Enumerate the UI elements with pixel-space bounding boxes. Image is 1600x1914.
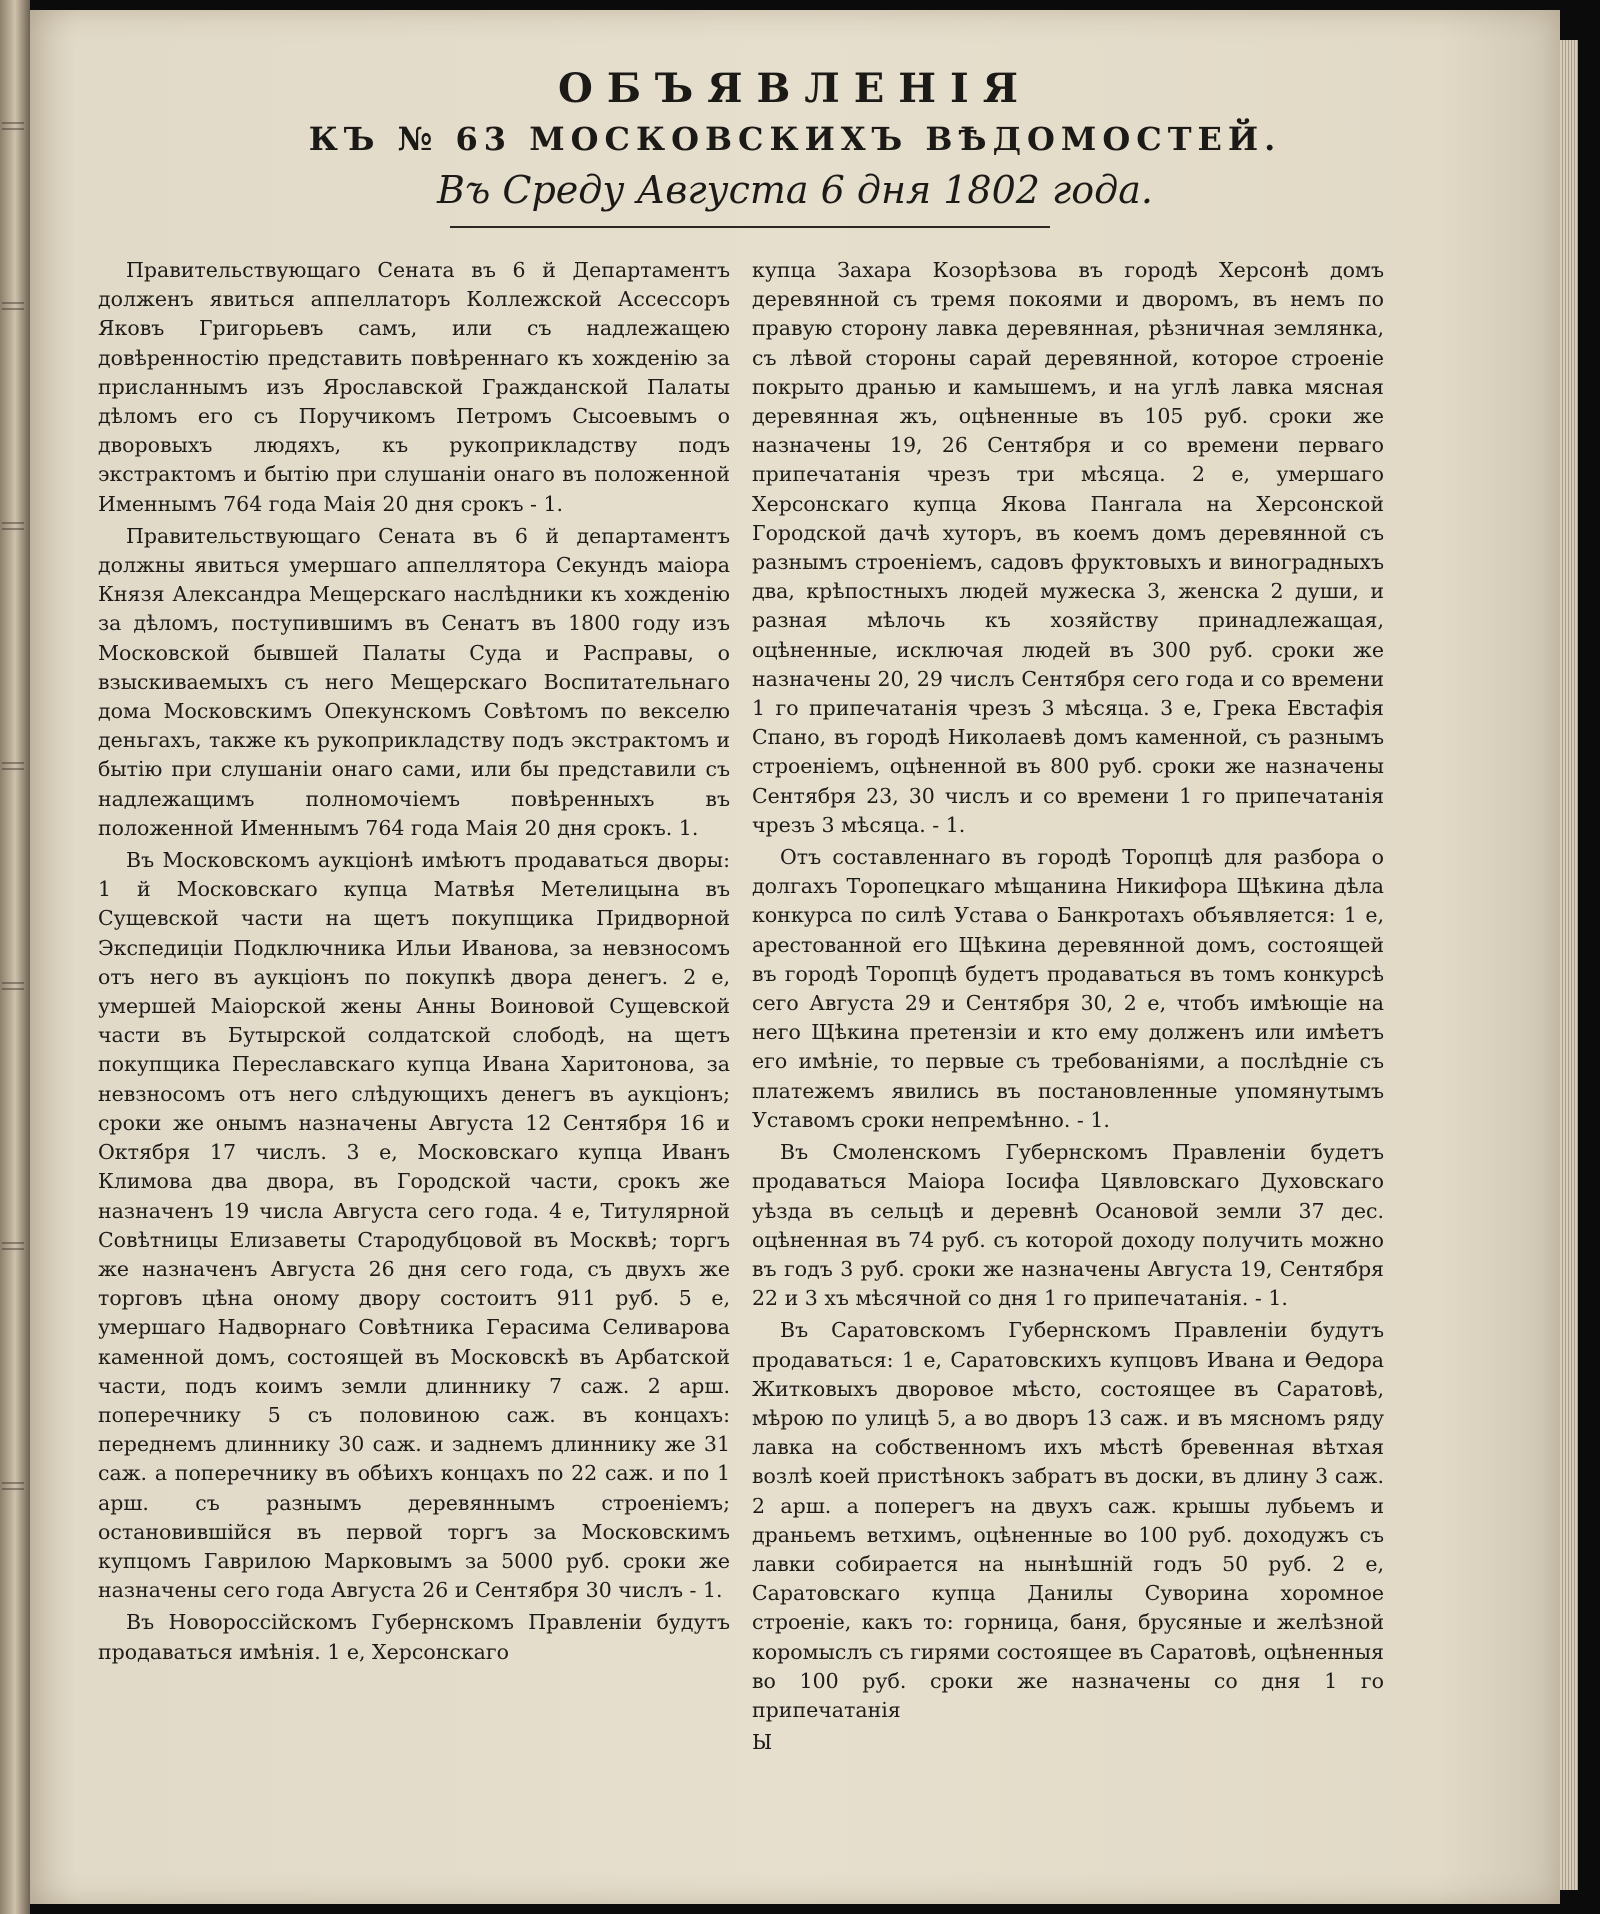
left-page-text-fragment: [2, 120, 24, 130]
left-page-edge: [0, 0, 30, 1914]
left-page-text-fragment: [2, 520, 24, 530]
left-page-text-fragment: [2, 980, 24, 990]
announcement-paragraph: Въ Саратовскомъ Губернскомъ Правленіи будутъ продаваться: 1 е, Саратовскихъ купцовъ Ивана и Ѳедора Житковыхъ дворовое мѣсто, состоящее въ Саратовѣ, мѣрою по улицѣ 5, а во дворъ 13 саж. и въ мясномъ ряду лавка на собственномъ ихъ мѣстѣ бревенная вѣтхая возлѣ коей пристѣнокъ забратъ въ доски, въ длину 3 саж. 2 арш. а поперегъ на двухъ саж. крышы лубьемъ и драньемъ ветхимъ, оцѣненные во 100 руб. доходужъ съ лавки собирается на нынѣшній годъ 50 руб. 2 е, Саратовскаго купца Данилы Суворина хоромное строеніе, какъ то: горница, баня, брусяные и желѣзной коромыслъ съ гирями состоящее въ Саратовѣ, оцѣненныя во 100 руб. сроки же назначены со дня 1 го припечатанія: [752, 1318, 1384, 1722]
newspaper-page: [30, 10, 1560, 1904]
left-page-text-fragment: [2, 760, 24, 770]
announcement-paragraph: купца Захара Козорѣзова въ городѣ Херсонѣ домъ деревянной съ тремя покоями и дворомъ, въ немъ по правую сторону лавка деревянная, рѣзничная землянка, съ лѣвой стороны сарай деревянной, которое строеніе покрыто дранью и камышемъ, и на углѣ лавка мясная деревянная жъ, оцѣненные въ 105 руб. сроки же назначены 19, 26 Сентября и со времени перваго припечатанія чрезъ три мѣсяца. 2 е, умершаго Херсонскаго купца Якова Пангала на Херсонской Городской дачѣ хуторъ, въ коемъ домъ деревянной съ разнымъ строеніемъ, садовъ фруктовыхъ и виноградныхъ два, крѣпостныхъ людей мужеска 3, женска 2 души, и разная мѣлочь къ хозяйству принадлежащая, оцѣненные, исключая людей въ 300 руб. сроки же назначены 20, 29 числъ Сентября сего года и со времени 1 го припечатанія чрезъ 3 мѣсяца. 3 е, Грека Евстафія Спано, въ городѣ Николаевѣ домъ каменной, съ разнымъ строеніемъ, оцѣненной въ 800 руб. сроки же назначены Сентября 23, 30 числъ и со времени 1 го припечатанія чрезъ 3 мѣсяца. - 1.: [752, 258, 1384, 837]
announcement-paragraph: Правительствующаго Сената въ 6 й Департаментъ долженъ явиться аппеллаторъ Коллежской Ассессоръ Яковъ Григорьевъ самъ, или съ надлежащею довѣренностію представить повѣреннаго къ хожденію за присланнымъ изъ Ярославской Гражданской Палаты дѣломъ его съ Поручикомъ Петромъ Сысоевымъ о дворовыхъ людяхъ, къ рукоприкладству подъ экстрактомъ и бытію при слушаніи онаго въ положенной Именнымъ 764 года Маія 20 дня срокъ - 1.: [98, 258, 730, 516]
page-title: ОБЪЯВЛЕНІЯ: [557, 65, 1032, 112]
issue-date: Въ Среду Августа 6 дня 1802 года.: [437, 168, 1153, 212]
announcement-paragraph: Отъ составленнаго въ городѣ Торопцѣ для разбора о долгахъ Торопецкаго мѣщанина Никифора Щѣкина дѣла конкурса по силѣ Устава о Банкротахъ объявляется: 1 е, арестованной его Щѣкина деревянной домъ, состоящей въ городѣ Торопцѣ будетъ продаваться въ томъ конкурсѣ сего Августа 29 и Сентября 30, 2 е, чтобъ имѣющіе на него Щѣкина претензіи и кто ему долженъ или имѣетъ его имѣніе, то первые съ требованіями, а послѣдніе съ платежемъ явились въ постановленные упомянутымъ Уставомъ сроки непремѣнно. - 1.: [752, 845, 1384, 1132]
page-stack-edge: [1560, 40, 1578, 1890]
announcement-paragraph: Въ Новороссійскомъ Губернскомъ Правленіи будутъ продаваться имѣнія. 1 е, Херсонскаго: [98, 1610, 730, 1664]
announcement-paragraph: Правительствующаго Сената въ 6 й департаментъ должны явиться умершаго аппеллятора Секундъ маіора Князя Александра Мещерскаго наслѣдники къ хожденію за дѣломъ, поступившимъ въ Сенатъ въ 1800 году изъ Московской бывшей Палаты Суда и Расправы, о взыскиваемыхъ съ него Мещерскаго Воспитательнаго дома Московскимъ Опекунскомъ Совѣтомъ по векселю деньгахъ, также къ рукоприкладству подъ экстрактомъ и бытію при слушаніи онаго сами, или бы представили съ надлежащимъ полномочіемъ повѣренныхъ въ положенной Именнымъ 764 года Маія 20 дня срокъ. 1.: [98, 523, 730, 840]
header-rule: [450, 226, 1050, 228]
catchword: Ы: [752, 1730, 773, 1755]
announcement-paragraph: Въ Смоленскомъ Губернскомъ Правленіи будетъ продаваться Маіора Іосифа Цявловскаго Духовскаго уѣзда въ сельцѣ и деревнѣ Осановой земли 37 дес. оцѣненная въ 74 руб. съ которой доходу получить можно въ годъ 3 руб. сроки же назначены Августа 19, Сентября 22 и 3 хъ мѣсячной со дня 1 го припечатанія. - 1.: [752, 1140, 1384, 1311]
text-column-right: [752, 256, 1384, 1760]
announcement-paragraph: Въ Московскомъ аукціонѣ имѣютъ продаваться дворы: 1 й Московскаго купца Матвѣя Метелицына въ Сущевской части на щетъ покупщика Придворной Экспедиціи Подключника Ильи Иванова, за невзносомъ отъ него въ аукціонъ по покупкѣ двора денегъ. 2 е, умершей Маіорской жены Анны Воиновой Сущевской части въ Бутырской солдатской слободѣ, на щетъ покупщика Переславскаго купца Ивана Харитонова, за невзносомъ отъ него слѣдующихъ денегъ въ аукціонъ; сроки же онымъ назначены Августа 12 Сентября 16 и Октября 17 числъ. 3 е, Московскаго купца Иванъ Климова два двора, въ Городской части, срокъ же назначенъ 19 числа Августа сего года. 4 е, Титулярной Совѣтницы Елизаветы Стародубцовой въ Москвѣ; торгъ же назначенъ Августа 26 дня сего года, съ двухъ же торговъ цѣна оному двору состоитъ 911 руб. 5 е, умершаго Надворнаго Совѣтника Герасима Селиварова каменной домъ, состоящей въ Московскѣ въ Арбатской части, подъ коимъ земли длиннику 7 саж. 2 арш. поперечнику 5 съ половиною саж. въ концахъ: переднемъ длиннику 30 саж. и заднемъ длиннику же 31 саж. а поперечнику въ обѣихъ концахъ по 22 саж. и по 1 арш. съ разнымъ деревяннымъ строеніемъ; остановившійся въ первой торгъ за Московскимъ купцомъ Гаврилою Марковымъ за 5000 руб. сроки же назначены сего года Августа 26 и Сентября 30 числъ - 1.: [98, 848, 730, 1603]
left-page-text-fragment: [2, 300, 24, 310]
left-page-text-fragment: [2, 1240, 24, 1250]
left-page-text-fragment: [2, 1480, 24, 1490]
masthead: [30, 65, 1560, 215]
page-subtitle: КЪ № 63 МОСКОВСКИХЪ ВѢДОМОСТЕЙ.: [308, 120, 1282, 158]
text-column-left: [98, 256, 730, 1670]
